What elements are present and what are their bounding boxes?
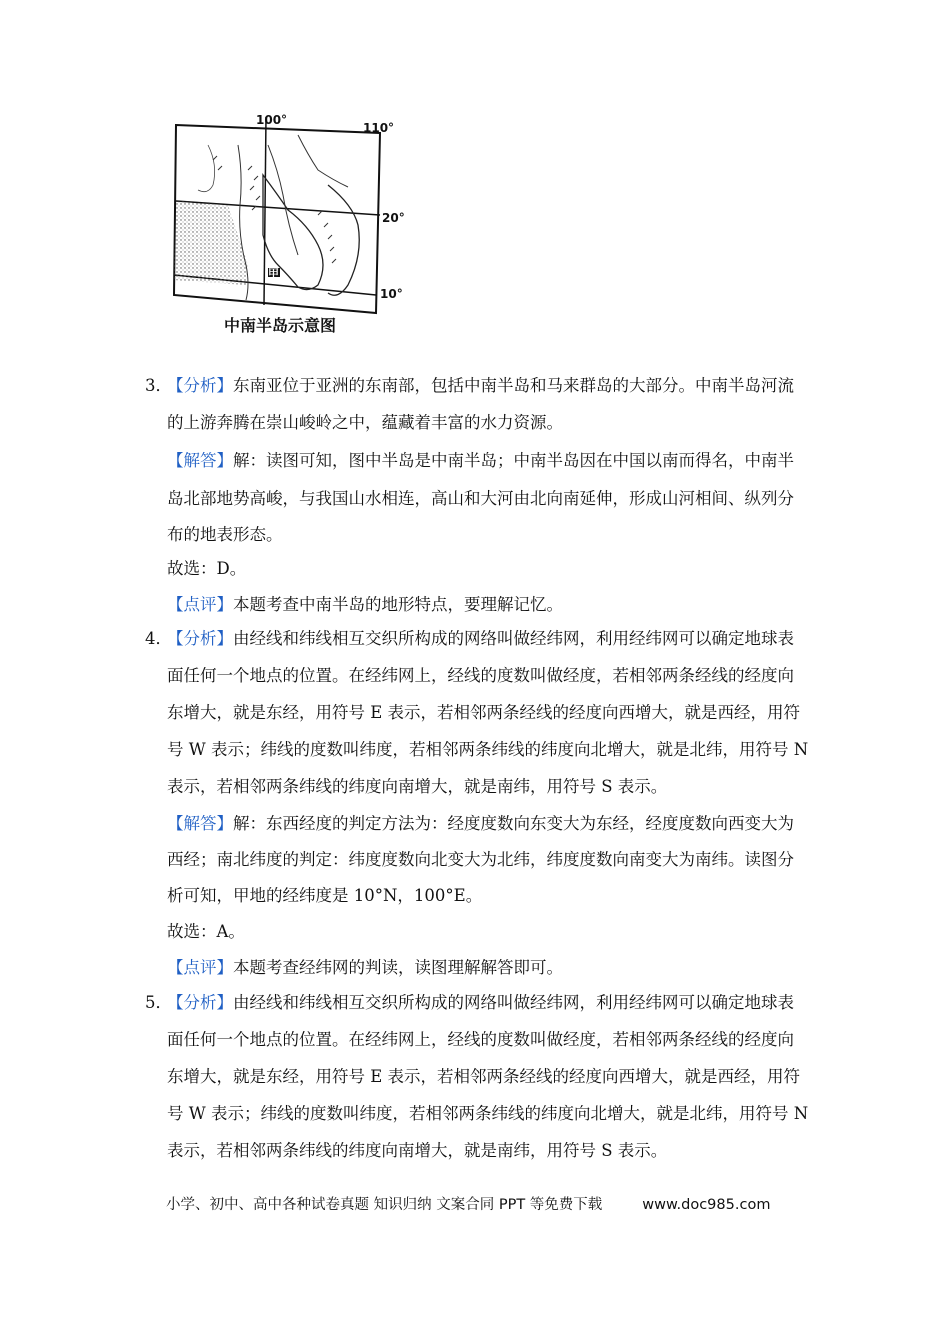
- q5-analysis-tag: 【分析】: [167, 993, 233, 1012]
- map-caption: 中南半岛示意图: [224, 316, 337, 335]
- q4-analysis-tag: 【分析】: [167, 629, 233, 648]
- q4-number: 4．: [145, 629, 172, 648]
- label-point-jia: 甲: [268, 267, 279, 280]
- q4-review-text: 本题考查经纬网的判读，读图理解解答即可。: [233, 958, 563, 977]
- q5-number: 5．: [145, 993, 172, 1012]
- east-coast: [328, 185, 359, 295]
- q5-analysis-text-5: 表示，若相邻两条纬线的纬度向南增大，就是南纬，用符号 S 表示。: [167, 1141, 668, 1160]
- q3-answer-text-2: 岛北部地势高峻，与我国山水相连，高山和大河由北向南延伸，形成山河相间、纵列分: [167, 489, 794, 508]
- q4-analysis-text-3: 东增大，就是东经，用符号 E 表示，若相邻两条经线的经度向西增大，就是西经，用符: [167, 703, 801, 722]
- label-lon-100: 100°: [256, 113, 288, 127]
- q4-answer-tag: 【解答】: [167, 814, 233, 833]
- q3-answer-text-1: 解：读图可知，图中半岛是中南半岛；中南半岛因在中国以南而得名，中南半: [233, 451, 794, 470]
- q3-analysis-text-1: 东南亚位于亚洲的东南部，包括中南半岛和马来群岛的大部分。中南半岛河流: [233, 376, 794, 395]
- q3-analysis-text-2: 的上游奔腾在崇山峻岭之中，蕴藏着丰富的水力资源。: [167, 413, 563, 432]
- q4-analysis-text-1: 由经线和纬线相互交织所构成的网络叫做经纬网，利用经纬网可以确定地球表: [233, 629, 794, 648]
- q4-analysis-text-2: 面任何一个地点的位置。在经纬网上，经线的度数叫做经度，若相邻两条经线的经度向: [167, 666, 794, 685]
- q4-review-tag: 【点评】: [167, 958, 233, 977]
- river-4: [198, 145, 215, 192]
- dotted-area: [174, 201, 248, 285]
- q3-answer-tag: 【解答】: [167, 451, 233, 470]
- q3-choice: 故选：D。: [167, 559, 247, 578]
- label-lat-10: 10°: [380, 287, 403, 301]
- q3-review-tag: 【点评】: [167, 595, 233, 614]
- footer-text: 小学、初中、高中各种试卷真题 知识归纳 文案合同 PPT 等免费下载: [166, 1197, 603, 1213]
- label-lon-110: 110°: [363, 121, 395, 135]
- indochina-map-figure: [168, 113, 405, 340]
- q3-number: 3．: [145, 376, 172, 395]
- q4-analysis-text-5: 表示，若相邻两条纬线的纬度向南增大，就是南纬，用符号 S 表示。: [167, 777, 668, 796]
- footer-url[interactable]: www.doc985.com: [642, 1197, 771, 1213]
- meridian-100: [264, 117, 266, 305]
- q3-answer-text-3: 布的地表形态。: [167, 525, 283, 544]
- q4-choice: 故选：A。: [167, 922, 245, 941]
- q5-analysis-text-4: 号 W 表示；纬线的度数叫纬度，若相邻两条纬线的纬度向北增大，就是北纬，用符号 N: [167, 1104, 809, 1123]
- q5-analysis-text-3: 东增大，就是东经，用符号 E 表示，若相邻两条经线的经度向西增大，就是西经，用符: [167, 1067, 801, 1086]
- river-3: [298, 135, 348, 187]
- q4-answer-text-1: 解：东西经度的判定方法为：经度度数向东变大为东经，经度度数向西变大为: [233, 814, 794, 833]
- map-drawing: [168, 115, 398, 340]
- q4-answer-text-3: 析可知，甲地的经纬度是 10°N，100°E。: [167, 886, 483, 905]
- river-2: [268, 145, 298, 255]
- q3-review-text: 本题考查中南半岛的地形特点，要理解记忆。: [233, 595, 563, 614]
- q4-analysis-text-4: 号 W 表示；纬线的度数叫纬度，若相邻两条纬线的纬度向北增大，就是北纬，用符号 N: [167, 740, 809, 759]
- q5-analysis-text-1: 由经线和纬线相互交织所构成的网络叫做经纬网，利用经纬网可以确定地球表: [233, 993, 794, 1012]
- q5-analysis-text-2: 面任何一个地点的位置。在经纬网上，经线的度数叫做经度，若相邻两条经线的经度向: [167, 1030, 794, 1049]
- page-footer: [166, 1193, 770, 1214]
- q3-analysis-tag: 【分析】: [167, 376, 233, 395]
- q4-answer-text-2: 西经；南北纬度的判定：纬度度数向北变大为北纬，纬度度数向南变大为南纬。读图分: [167, 850, 794, 869]
- label-lat-20: 20°: [382, 211, 405, 225]
